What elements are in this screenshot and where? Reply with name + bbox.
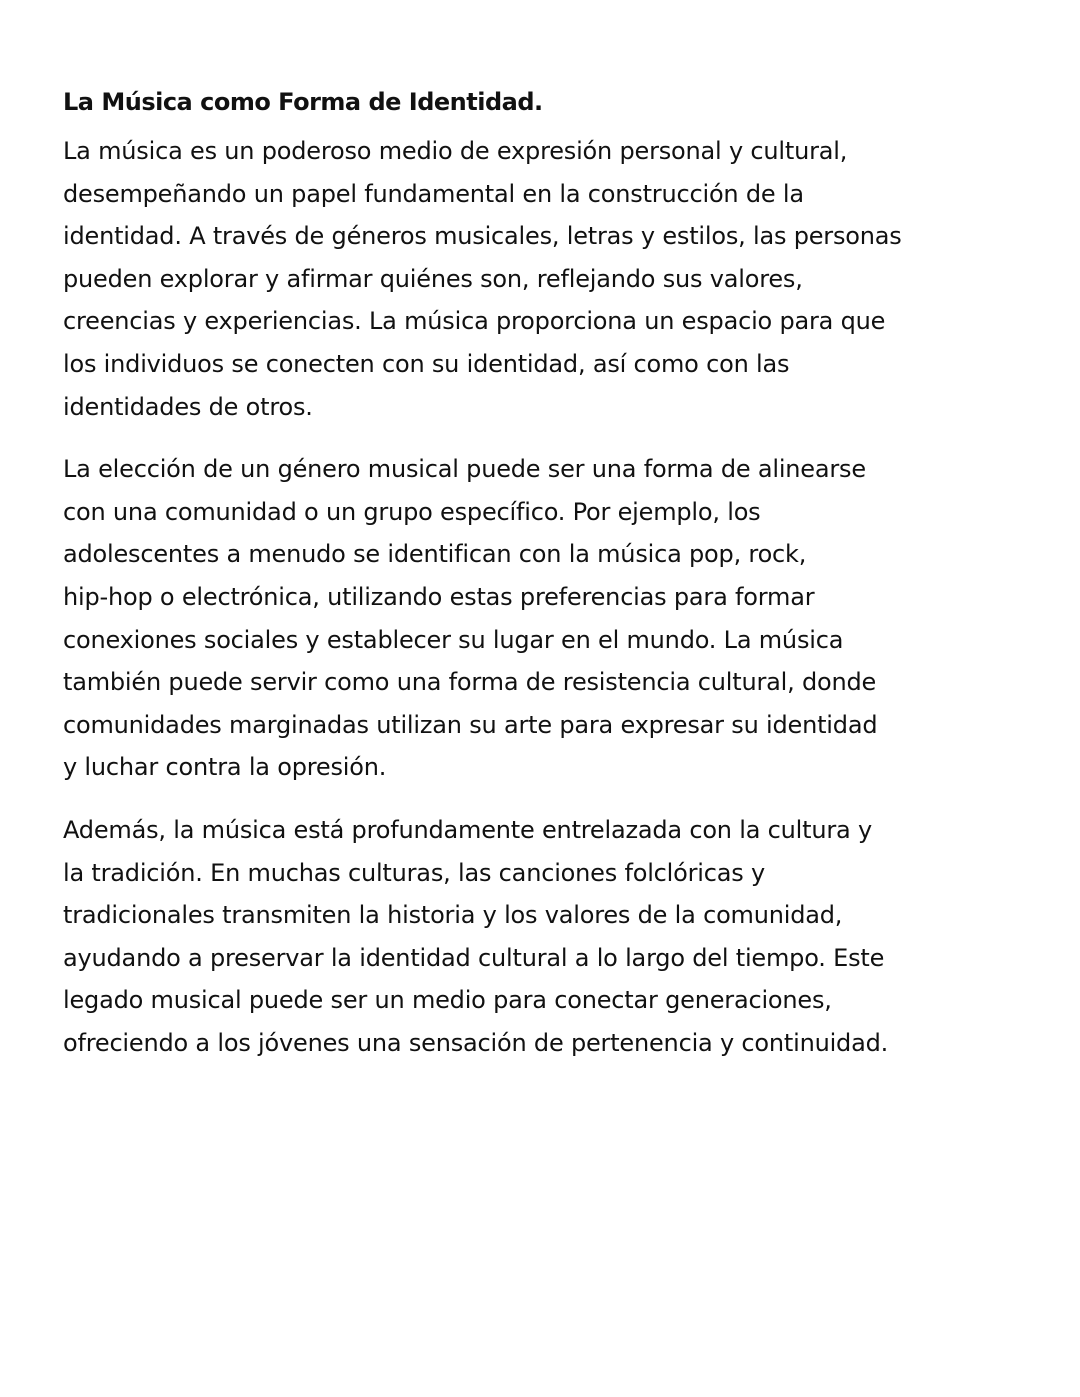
paragraph-line: desempeñando un papel fundamental en la construcción de la: [63, 179, 804, 208]
document-title: La Música como Forma de Identidad.: [63, 88, 543, 116]
paragraph-line: La elección de un género musical puede ser una forma de alinearse: [63, 455, 866, 484]
paragraph-line: comunidades marginadas utilizan su arte para expresar su identidad: [63, 710, 878, 739]
paragraph-line: identidad. A través de géneros musicales, letras y estilos, las personas: [63, 222, 902, 251]
paragraph-line: creencias y experiencias. La música proporciona un espacio para que: [63, 307, 886, 336]
paragraph-2: [63, 448, 953, 789]
paragraph-line: los individuos se conecten con su identidad, así como con las: [63, 349, 790, 378]
paragraph-line: La música es un poderoso medio de expresión personal y cultural,: [63, 137, 848, 165]
paragraph-line: Además, la música está profundamente entrelazada con la cultura y: [63, 815, 872, 844]
paragraph-line: conexiones sociales y establecer su lugar en el mundo. La música: [63, 625, 844, 654]
paragraph-line: con una comunidad o un grupo específico. Por ejemplo, los: [63, 497, 761, 526]
paragraph-line: la tradición. En muchas culturas, las canciones folclóricas y: [63, 858, 765, 887]
paragraph-3: [63, 809, 953, 1065]
paragraph-line: legado musical puede ser un medio para conectar generaciones,: [63, 986, 832, 1015]
paragraph-line: tradicionales transmiten la historia y los valores de la comunidad,: [63, 901, 843, 930]
paragraph-line: también puede servir como una forma de resistencia cultural, donde: [63, 668, 877, 697]
paragraph-line: ofreciendo a los jóvenes una sensación de pertenencia y continuidad.: [63, 1028, 889, 1057]
paragraph-line: pueden explorar y afirmar quiénes son, reflejando sus valores,: [63, 264, 803, 293]
paragraph-line: y luchar contra la opresión.: [63, 753, 387, 782]
paragraph-line: adolescentes a menudo se identifican con la música pop, rock,: [63, 540, 807, 569]
document-page: [63, 84, 953, 1084]
paragraph-line: identidades de otros.: [63, 392, 313, 421]
paragraph-line: ayudando a preservar la identidad cultural a lo largo del tiempo. Este: [63, 943, 885, 972]
paragraph-1: [63, 130, 953, 428]
paragraph-line: hip-hop o electrónica, utilizando estas preferencias para formar: [63, 582, 815, 611]
